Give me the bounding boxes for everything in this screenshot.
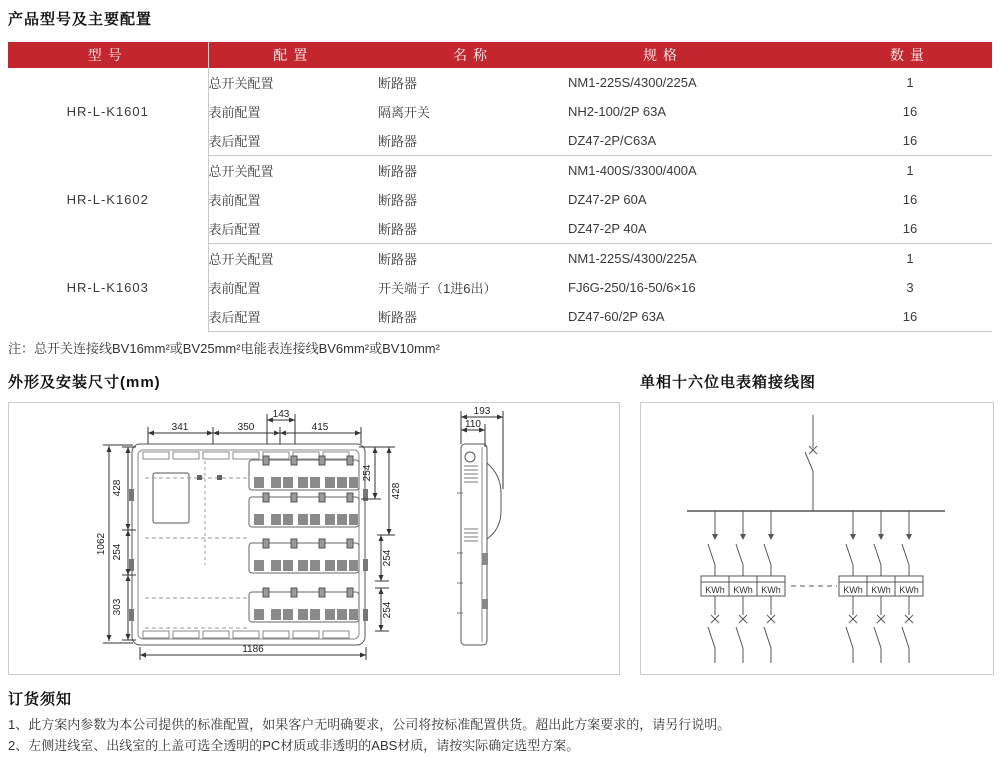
svg-text:1062: 1062 [96,532,107,556]
table-row: 表后配置 断路器 DZ47-60/2P 63A 16 [8,302,992,332]
model-cell: HR-L-K1602 [8,156,208,244]
svg-text:KWh: KWh [733,585,753,595]
svg-text:KWh: KWh [899,585,919,595]
table-row: 表后配置 断路器 DZ47-2P 40A 16 [8,214,992,244]
wire-note: 注：总开关连接线BV16mm²或BV25mm²电能表连接线BV6mm²或BV10mm² [8,341,440,356]
svg-text:350: 350 [237,422,255,433]
header-config: 配置 [208,42,378,68]
branch-circuit [867,511,895,663]
branch-circuit [839,511,867,663]
side-dimension-labels [465,406,491,430]
header-spec: 规格 [568,42,828,68]
wiring-diagram [641,403,991,672]
branch-circuit [757,511,785,663]
svg-text:KWh: KWh [843,585,863,595]
main-breaker-symbol [805,415,817,511]
ordering-title: 订货须知 [8,691,73,708]
svg-text:428: 428 [391,482,402,500]
outline-section-title: 外形及安装尺寸(mm) [8,374,161,391]
header-qty: 数量 [828,42,992,68]
svg-text:415: 415 [311,422,329,433]
side-view [457,411,503,645]
table-row: 表前配置 隔离开关 NH2-100/2P 63A 16 [8,97,992,126]
svg-text:KWh: KWh [871,585,891,595]
svg-text:KWh: KWh [705,585,725,595]
table-header [8,42,992,68]
model-cell: HR-L-K1601 [8,68,208,156]
svg-text:254: 254 [112,543,123,561]
svg-text:KWh: KWh [761,585,781,595]
configuration-table [8,42,992,332]
dimension-lines [103,414,395,660]
wiring-diagram-panel [640,402,994,675]
outline-drawing-panel [8,402,620,675]
svg-text:1186: 1186 [242,644,264,655]
branch-circuit [895,511,923,663]
page-title: 产品型号及主要配置 [8,11,153,28]
svg-text:254: 254 [362,464,373,482]
front-view [129,444,368,645]
main-switch-door [153,473,189,523]
svg-text:193: 193 [473,406,491,417]
table-row: 表前配置 断路器 DZ47-2P 60A 16 [8,185,992,214]
outline-drawing [9,403,617,672]
wiring-section-title: 单相十六位电表箱接线图 [640,374,817,391]
header-name: 名称 [378,42,568,68]
svg-text:428: 428 [112,479,123,497]
meter-rows [249,456,359,622]
model-cell: HR-L-K1603 [8,244,208,332]
ordering-item: 2、左侧进线室、出线室的上盖可选全透明的PC材质或非透明的ABS材质，请按实际确定选型方案。 [8,738,580,753]
svg-text:303: 303 [112,598,123,616]
branch-circuit [701,511,729,663]
table-row: HR-L-K1603 总开关配置 断路器 NM1-225S/4300/225A 1 [8,244,992,274]
table-row: 表前配置 开关端子（1进6出） FJ6G-250/16-50/6×16 3 [8,273,992,302]
ordering-item: 1、此方案内参数为本公司提供的标准配置，如果客户无明确要求，公司将按标准配置供货。超出此方案要求的，请另行说明。 [8,717,731,732]
svg-text:254: 254 [382,549,393,567]
svg-text:254: 254 [382,601,393,619]
table-row: HR-L-K1601 总开关配置 断路器 NM1-225S/4300/225A 1 [8,68,992,97]
svg-text:143: 143 [272,409,290,420]
branch-circuit [729,511,757,663]
svg-text:110: 110 [465,419,481,430]
header-model: 型号 [8,42,208,68]
table-row: 表后配置 断路器 DZ47-2P/C63A 16 [8,126,992,156]
svg-text:341: 341 [171,422,189,433]
table-row: HR-L-K1602 总开关配置 断路器 NM1-400S/3300/400A 1 [8,156,992,186]
